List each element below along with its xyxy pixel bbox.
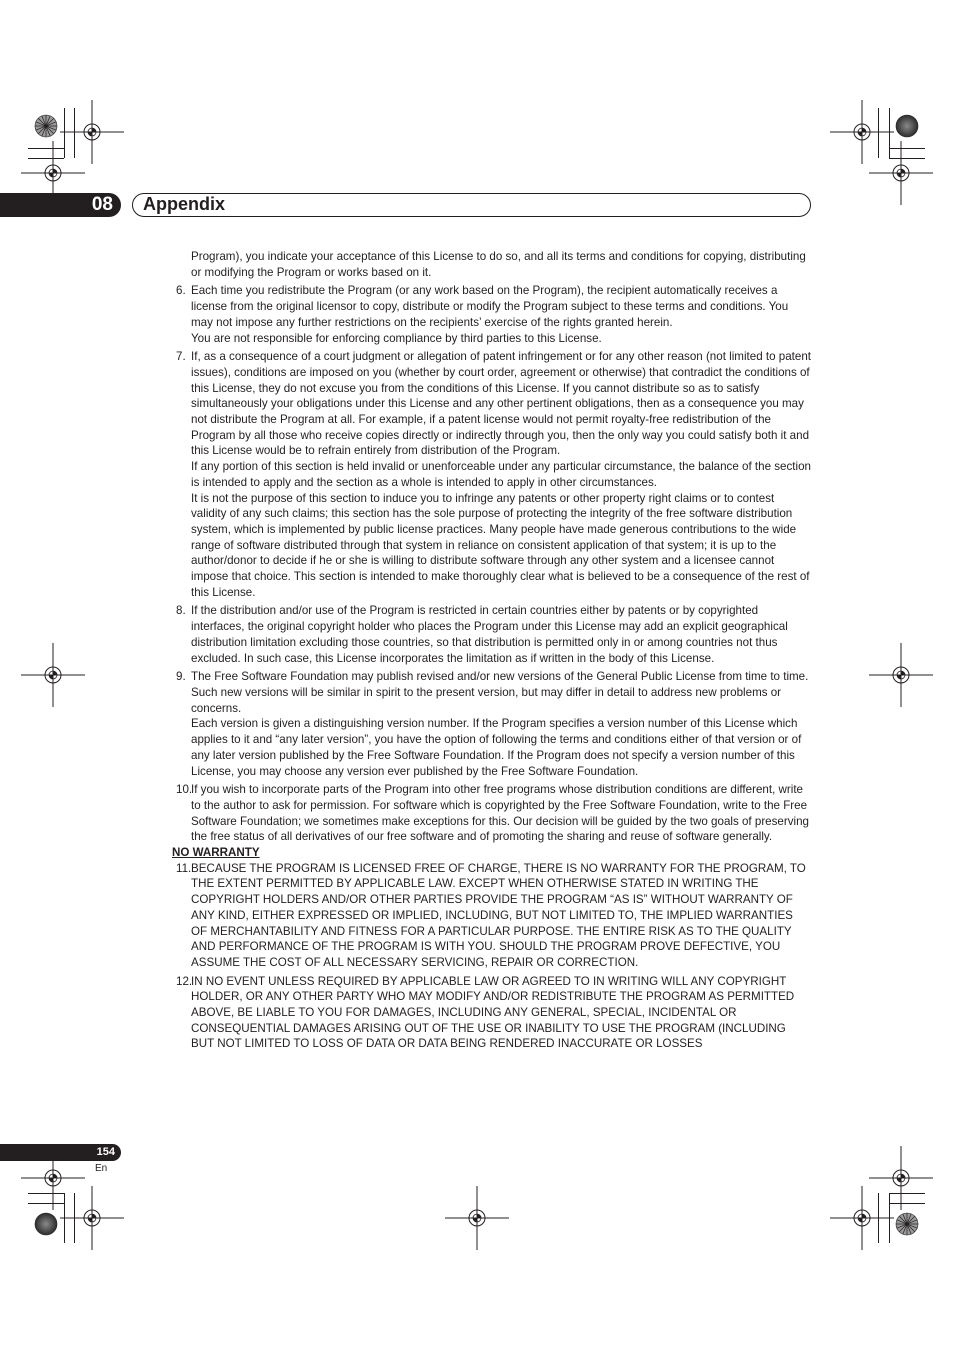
item-paragraph: Each time you redistribute the Program (or any work based on the Program), the recipient automatically receives a license from the original licensor to copy, distribute or modify the Program subject to these terms and conditions. You may not impose any further restrictions on the recipients’ exercise of the rights granted herein. (191, 284, 789, 329)
item-paragraph: If you wish to incorporate parts of the Program into other free programs whose distribution conditions are different, write to the author to ask for permission. For software which is copyrighted by the Free Software Foundation, write to the Free Software Foundation; we sometimes make exceptions for this. Our decision will be guided by the two goals of preserving the free status of all derivatives of our free software and of promoting the sharing and reuse of software generally. (191, 783, 810, 844)
registration-target-icon (869, 141, 933, 205)
item-number: 11. (176, 861, 192, 875)
license-item-10 (172, 782, 812, 845)
no-warranty-heading: NO WARRANTY (172, 846, 260, 860)
item-paragraph: Each version is given a distinguishing version number. If the Program specifies a version number of this License which applies to it and “any later version”, you have the option of following the terms and conditions either of that version or of any later version published by the Free Software Foundation. If the Program does not specify a version number of this License, you may choose any version ever published by the Free Software Foundation. (191, 717, 802, 778)
warranty-item-11 (172, 861, 812, 971)
license-item-6 (172, 283, 812, 346)
item-number: 8. (176, 604, 186, 618)
solid-dot-mark-icon (896, 115, 918, 137)
license-item-7 (172, 349, 812, 600)
registration-target-icon (60, 100, 124, 164)
license-item-9 (172, 669, 812, 779)
item-paragraph: If the distribution and/or use of the Program is restricted in certain countries either by patents or by copyrighted interfaces, the original copyright holder who places the Program under this License may add an explicit geographical distribution limitation excluding those countries, so that distribution is permitted only in or among countries not thus excluded. In such case, this License incorporates the limitation as if written in the body of this License. (191, 604, 788, 665)
registration-target-icon (869, 1146, 933, 1210)
license-text (172, 249, 812, 1052)
continuation-paragraph: Program), you indicate your acceptance of this License to do so, and all its terms and conditions for copying, distributing or modifying the Program or works based on it. (191, 250, 806, 279)
item-number: 9. (176, 670, 186, 684)
license-item-8 (172, 603, 812, 666)
section-header-bar (132, 193, 811, 217)
solid-dot-mark-icon (35, 1213, 57, 1235)
starburst-mark-icon (35, 115, 57, 137)
item-paragraph: You are not responsible for enforcing compliance by third parties to this License. (191, 331, 602, 345)
page-language: En (95, 1163, 108, 1174)
item-paragraph: The Free Software Foundation may publish revised and/or new versions of the General Public License from time to time. Such new versions will be similar in spirit to the present version, but may differ in detail to address new problems or concerns. (191, 670, 809, 715)
chapter-number: 08 (91, 194, 113, 215)
registration-target-icon (445, 1186, 509, 1250)
item-paragraph: IN NO EVENT UNLESS REQUIRED BY APPLICABLE LAW OR AGREED TO IN WRITING WILL ANY COPYRIGHT HOLDER, OR ANY OTHER PARTY WHO MAY MODIFY AND/OR REDISTRIBUTE THE PROGRAM AS PERMITTED ABOVE, BE LIABLE TO YOU FOR DAMAGES, INCLUDING ANY GENERAL, SPECIAL, INCIDENTAL OR CONSEQUENTIAL DAMAGES ARISING OUT OF THE USE OR INABILITY TO USE THE PROGRAM (INCLUDING BUT NOT LIMITED TO LOSS OF DATA OR DATA BEING RENDERED INACCURATE OR LOSSES (191, 974, 795, 1051)
item-paragraph: If, as a consequence of a court judgment or allegation of patent infringement or for any other reason (not limited to patent issues), conditions are imposed on you (whether by court order, agreement or otherwise) that contradict the conditions of this License, they do not excuse you from the conditions of this License. If you cannot distribute so as to satisfy simultaneously your obligations under this License and any other pertinent obligations, then as a consequence you may not distribute the Program at all. For example, if a patent license would not permit royalty-free redistribution of the Program by all those who receive copies directly or indirectly through you, then the only way you could satisfy both it and this License would be to refrain entirely from distribution of the Program. (191, 350, 811, 458)
item-number: 12. (176, 974, 193, 988)
page-number: 154 (96, 1146, 115, 1158)
page-number-tab (0, 1144, 121, 1161)
item-paragraph: It is not the purpose of this section to induce you to infringe any patents or other property right claims or to contest validity of any such claims; this section has the sole purpose of protecting the integrity of the free software distribution system, which is implemented by public license practices. Many people have made generous contributions to the wide range of software distributed through that system in reliance on consistent application of that system; it is up to the author/donor to decide if he or she is willing to distribute software through any other system and a licensee cannot impose that choice. This section is intended to make thoroughly clear what is believed to be a consequence of the rest of this License. (191, 491, 810, 599)
item-number: 10. (176, 783, 193, 797)
registration-target-icon (21, 643, 85, 707)
section-title: Appendix (143, 194, 226, 214)
item-number: 6. (176, 284, 186, 298)
starburst-mark-icon (896, 1213, 918, 1235)
item-paragraph: BECAUSE THE PROGRAM IS LICENSED FREE OF CHARGE, THERE IS NO WARRANTY FOR THE PROGRAM, TO THE EXTENT PERMITTED BY APPLICABLE LAW. EXCEPT WHEN OTHERWISE STATED IN WRITING THE COPYRIGHT HOLDERS AND/OR OTHER PARTIES PROVIDE THE PROGRAM “AS IS” WITHOUT WARRANTY OF ANY KIND, EITHER EXPRESSED OR IMPLIED, INCLUDING, BUT NOT LIMITED TO, THE IMPLIED WARRANTIES OF MERCHANTABILITY AND FITNESS FOR A PARTICULAR PURPOSE. THE ENTIRE RISK AS TO THE QUALITY AND PERFORMANCE OF THE PROGRAM IS WITH YOU. SHOULD THE PROGRAM PROVE DEFECTIVE, YOU ASSUME THE COST OF ALL NECESSARY SERVICING, REPAIR OR CORRECTION. (191, 861, 806, 969)
item-number: 7. (176, 350, 186, 364)
item-paragraph: If any portion of this section is held invalid or unenforceable under any particular circumstance, the balance of the section is intended to apply and the section as a whole is intended to apply in other circumstances. (191, 460, 811, 489)
registration-target-icon (60, 1186, 124, 1250)
registration-target-icon (869, 643, 933, 707)
warranty-item-12 (172, 974, 812, 1053)
registration-target-icon (830, 1186, 894, 1250)
registration-target-icon (830, 100, 894, 164)
chapter-tab (0, 193, 121, 217)
